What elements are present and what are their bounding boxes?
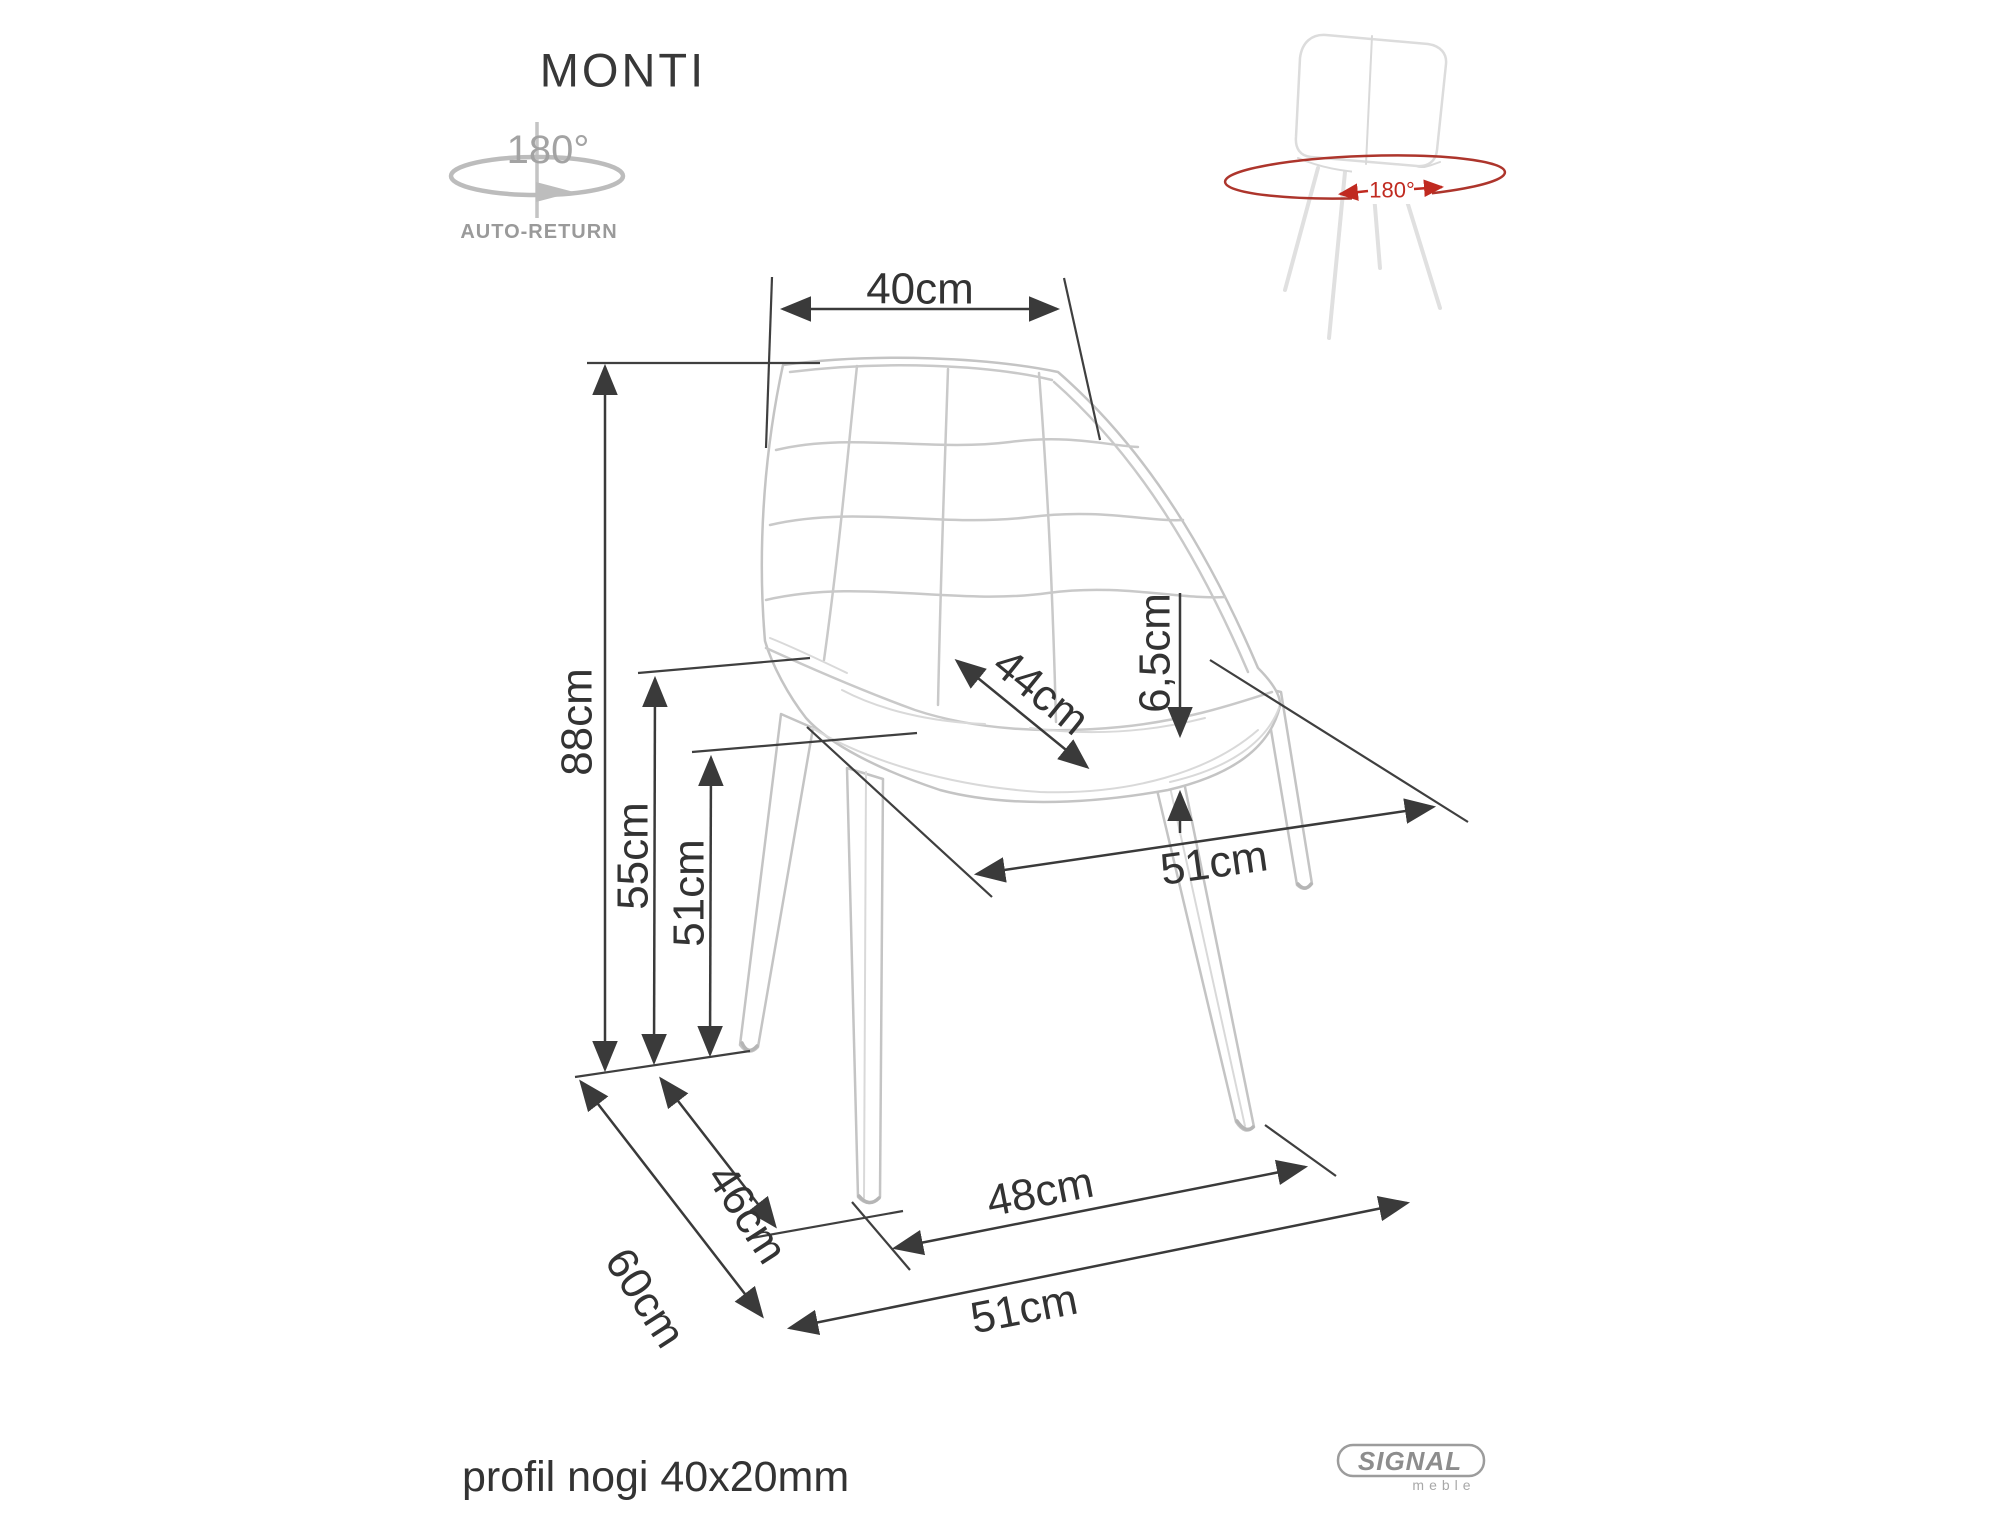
label-seat-depth-diagonal: 44cm [983,639,1099,745]
rotation-preview-angle-label: 180° [1369,177,1415,203]
label-base-front-inner: 48cm [982,1157,1098,1227]
label-back-lower-height: 55cm [608,802,658,910]
chair-leg-right [1153,773,1254,1131]
chair-shell-outline [762,358,1280,802]
auto-return-angle-label: 180° [506,128,590,172]
chair-rotation-preview-icon [1224,35,1505,338]
label-seat-width-diagonal: 51cm [1157,831,1271,895]
brand-logo [1338,1445,1484,1493]
leg-profile-note: profil nogi 40x20mm [462,1453,850,1501]
auto-return-arrowhead [536,182,574,202]
brand-subname: meble [1412,1477,1476,1493]
brand-name: SIGNAL [1357,1446,1463,1476]
chair-line-art [740,358,1312,1203]
label-seat-thickness: 6,5cm [1130,593,1180,713]
label-seat-height: 51cm [664,839,714,947]
page-title: MONTI [539,43,707,97]
label-total-height: 88cm [552,668,602,776]
auto-return-caption: AUTO-RETURN [460,221,618,243]
label-back-width: 40cm [866,264,974,314]
label-base-side-outer: 60cm [595,1239,695,1357]
dim-base-front-outer [790,1203,1407,1328]
label-base-side-inner: 46cm [697,1155,797,1273]
mini-chair-leg-2 [1329,172,1345,338]
rotation-180-auto-return-icon [451,122,623,243]
label-base-front-outer: 51cm [966,1274,1082,1344]
mini-chair-leg-1 [1285,168,1318,290]
ext-floor-left [575,1051,750,1077]
chair-leg-left [740,714,813,1052]
